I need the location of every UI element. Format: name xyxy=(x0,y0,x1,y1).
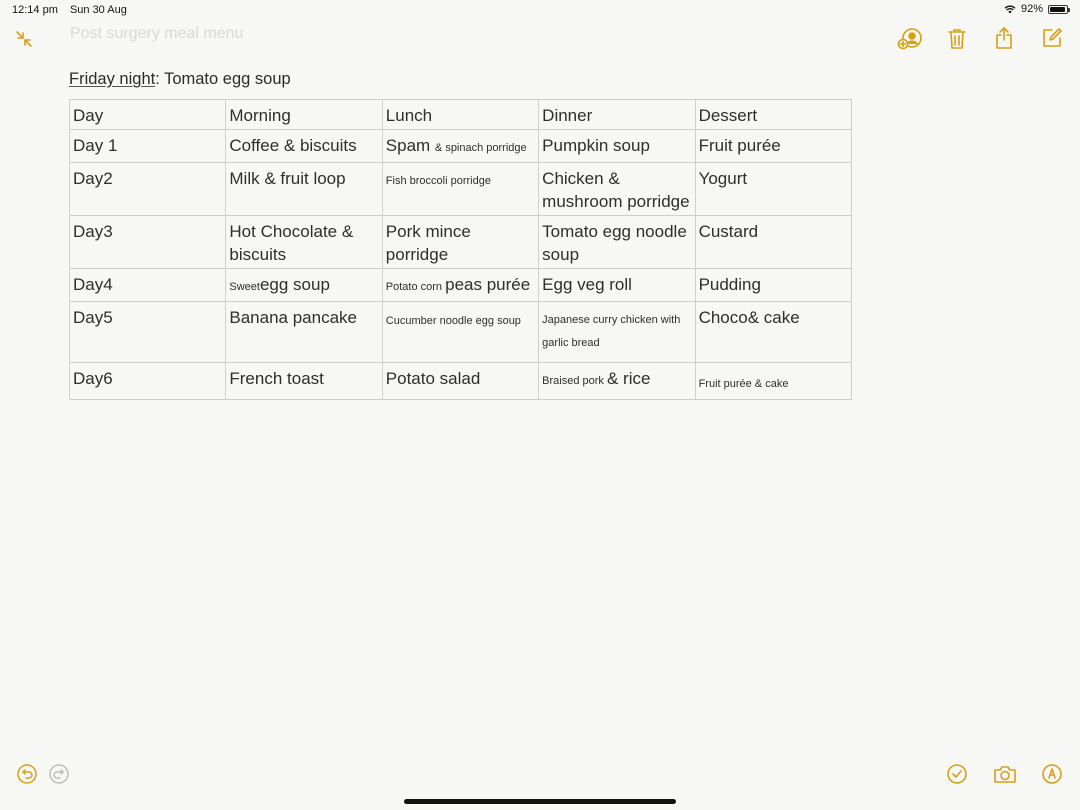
cell-text: Yogurt xyxy=(698,169,748,188)
status-bar xyxy=(0,0,1080,18)
table-cell[interactable] xyxy=(70,163,226,216)
cell-text: Fruit purée & cake xyxy=(698,378,789,390)
table-row xyxy=(70,163,852,216)
cell-text: Hot Chocolate & biscuits xyxy=(229,222,354,264)
status-right xyxy=(1004,3,1068,15)
cell-text: Choco& cake xyxy=(698,308,800,327)
table-cell[interactable] xyxy=(695,363,851,400)
table-cell[interactable] xyxy=(70,130,226,163)
table-cell[interactable] xyxy=(695,269,851,302)
table-cell[interactable] xyxy=(226,269,382,302)
cell-text: Japanese curry chicken with garlic bread xyxy=(542,314,681,349)
cell-text: Pumpkin soup xyxy=(542,136,650,155)
cell-text: Spam xyxy=(385,136,435,155)
cell-text: Day xyxy=(73,106,104,125)
cell-text: & spinach porridge xyxy=(434,142,527,154)
trash-icon[interactable] xyxy=(944,25,970,53)
status-date: Sun 30 Aug xyxy=(69,4,127,16)
table-row xyxy=(70,302,852,363)
cell-text: Fruit purée xyxy=(698,136,781,155)
table-header-cell[interactable] xyxy=(226,100,382,130)
wifi-icon xyxy=(1004,5,1016,14)
meal-table[interactable] xyxy=(69,99,852,400)
table-cell[interactable] xyxy=(70,269,226,302)
cell-text: Pudding xyxy=(698,275,761,294)
table-cell[interactable] xyxy=(226,130,382,163)
cell-text: Day4 xyxy=(73,275,113,294)
table-header-cell[interactable] xyxy=(695,100,851,130)
redo-icon[interactable] xyxy=(47,762,71,786)
note-title[interactable]: Post surgery meal menu xyxy=(70,25,244,42)
note-first-line[interactable] xyxy=(69,70,291,89)
cell-text: Day6 xyxy=(73,369,113,388)
table-cell[interactable] xyxy=(539,216,695,269)
table-cell[interactable] xyxy=(539,363,695,400)
battery-percent: 92% xyxy=(1020,3,1043,15)
cell-text: Chicken & mushroom porridge xyxy=(542,169,690,211)
table-row xyxy=(70,216,852,269)
table-cell[interactable] xyxy=(695,216,851,269)
table-cell[interactable] xyxy=(382,163,538,216)
table-cell[interactable] xyxy=(539,163,695,216)
table-header-row xyxy=(70,100,852,130)
table-cell[interactable] xyxy=(539,130,695,163)
cell-text: Pork mince porridge xyxy=(385,222,471,264)
battery-fill xyxy=(1050,7,1065,12)
cell-text: Fish broccoli porridge xyxy=(385,175,491,187)
cell-text: Coffee & biscuits xyxy=(229,136,357,155)
table-row xyxy=(70,269,852,302)
undo-icon[interactable] xyxy=(15,762,39,786)
cell-text: Egg veg roll xyxy=(542,275,632,294)
cell-text: Custard xyxy=(698,222,759,241)
table-cell[interactable] xyxy=(695,130,851,163)
status-left xyxy=(12,4,136,16)
table-cell[interactable] xyxy=(695,163,851,216)
add-person-icon[interactable] xyxy=(896,25,924,53)
cell-text: Cucumber noodle egg soup xyxy=(385,315,521,327)
table-cell[interactable] xyxy=(695,302,851,363)
cell-text: Potato salad xyxy=(385,369,481,388)
home-indicator[interactable] xyxy=(404,799,676,804)
cell-text: Banana pancake xyxy=(229,308,357,327)
table-header-cell[interactable] xyxy=(70,100,226,130)
cell-text: Day2 xyxy=(73,169,113,188)
table-row xyxy=(70,130,852,163)
cell-text: egg soup xyxy=(259,275,330,294)
status-time: 12:14 pm xyxy=(12,4,58,16)
cell-text: Dessert xyxy=(698,106,758,125)
share-icon[interactable] xyxy=(991,24,1017,52)
cell-text: Day 1 xyxy=(73,136,118,155)
note-line-rest: : Tomato egg soup xyxy=(155,70,291,88)
cell-text: Morning xyxy=(229,106,291,125)
compose-icon[interactable] xyxy=(1039,25,1065,51)
cell-text: French toast xyxy=(229,369,324,388)
table-cell[interactable] xyxy=(382,302,538,363)
cell-text: Day3 xyxy=(73,222,113,241)
table-cell[interactable] xyxy=(70,363,226,400)
table-cell[interactable] xyxy=(226,302,382,363)
table-header-cell[interactable] xyxy=(382,100,538,130)
cell-text: Day5 xyxy=(73,308,113,327)
table-cell[interactable] xyxy=(382,130,538,163)
table-cell[interactable] xyxy=(70,216,226,269)
table-cell[interactable] xyxy=(226,216,382,269)
arrows-inward-icon[interactable] xyxy=(12,27,36,51)
checklist-icon[interactable] xyxy=(945,762,969,786)
table-cell[interactable] xyxy=(382,216,538,269)
cell-text: peas purée xyxy=(445,275,531,294)
markup-pen-icon[interactable] xyxy=(1040,762,1064,786)
cell-text: Lunch xyxy=(385,106,433,125)
table-header-cell[interactable] xyxy=(539,100,695,130)
table-cell[interactable] xyxy=(539,269,695,302)
battery-icon xyxy=(1048,5,1068,14)
cell-text: Dinner xyxy=(542,106,593,125)
table-cell[interactable] xyxy=(70,302,226,363)
table-cell[interactable] xyxy=(382,363,538,400)
cell-text: Sweet xyxy=(229,281,260,293)
cell-text: Potato corn xyxy=(385,281,446,293)
table-cell[interactable] xyxy=(226,363,382,400)
note-line-prefix: Friday night xyxy=(69,70,156,88)
cell-text: Braised pork xyxy=(542,375,607,387)
table-cell[interactable] xyxy=(539,302,695,363)
table-row xyxy=(70,363,852,400)
cell-text: Tomato egg noodle soup xyxy=(542,222,687,264)
table-cell[interactable] xyxy=(226,163,382,216)
table-cell[interactable] xyxy=(382,269,538,302)
cell-text: Milk & fruit loop xyxy=(229,169,346,188)
camera-icon[interactable] xyxy=(992,762,1018,786)
cell-text: & rice xyxy=(606,369,651,388)
